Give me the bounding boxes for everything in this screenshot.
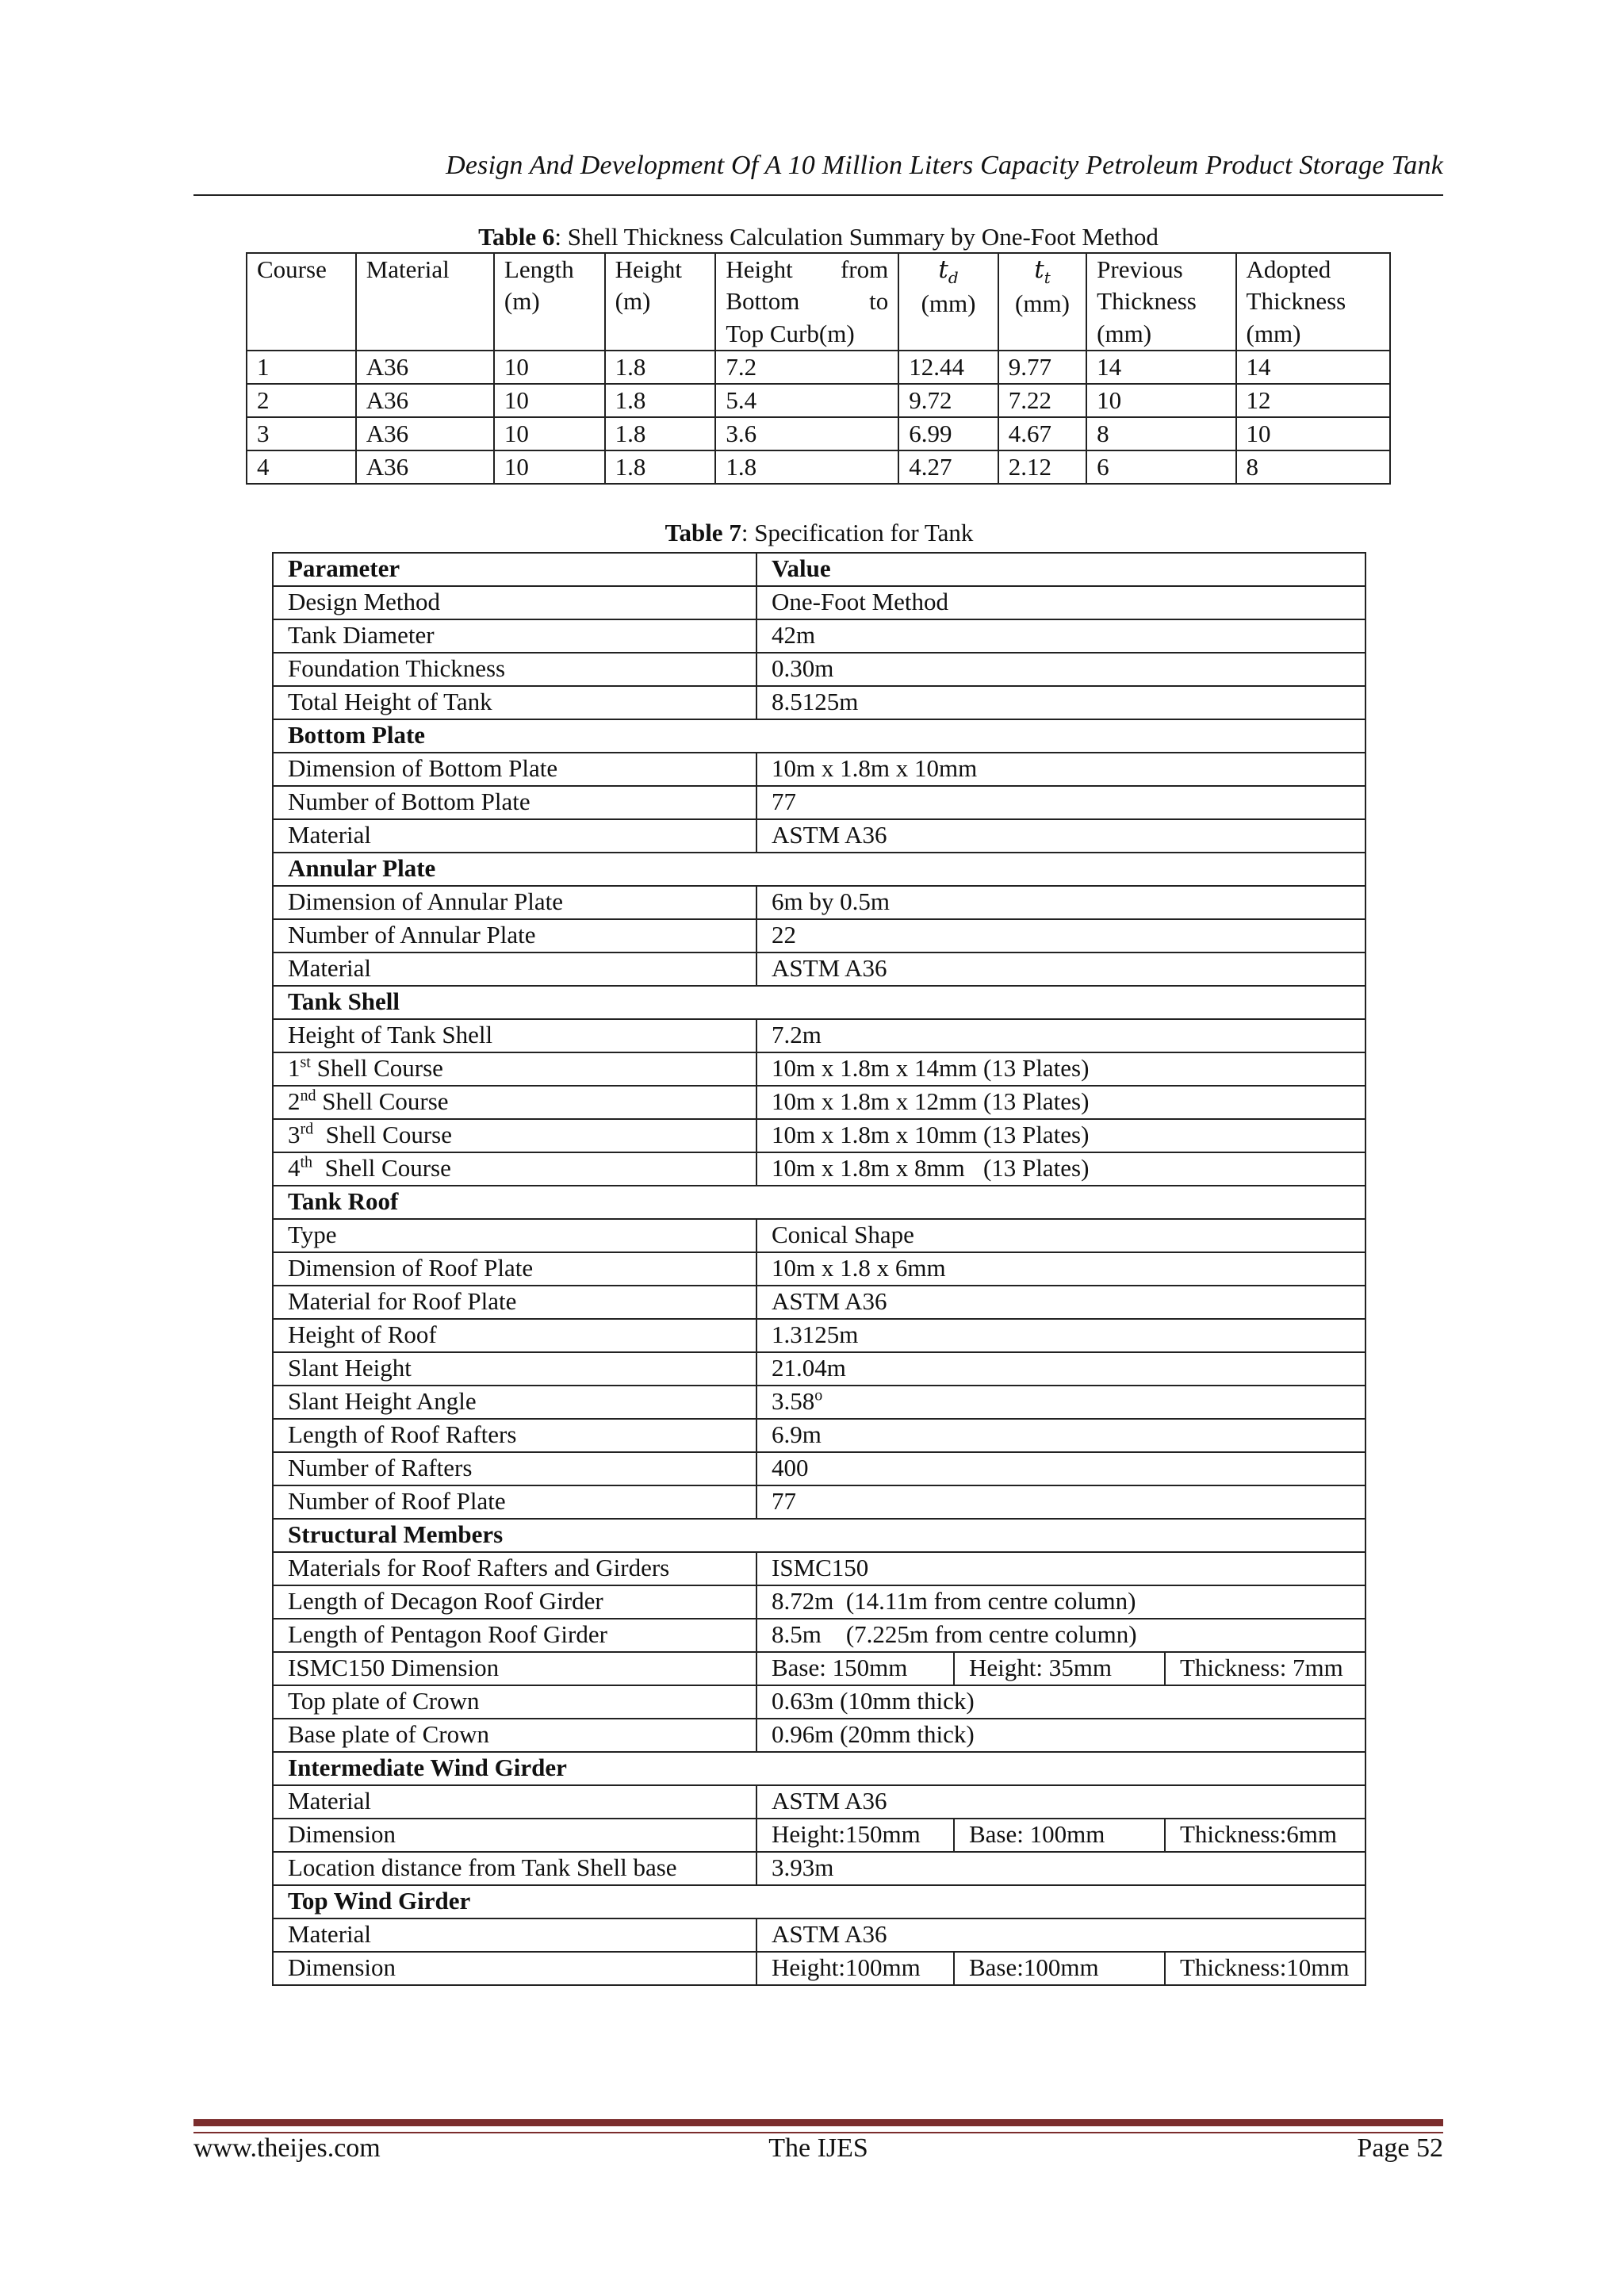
split-value: Height: 35mm — [953, 1653, 1164, 1685]
table7-row — [273, 1785, 1365, 1819]
th-hfb-b: from — [840, 255, 889, 283]
value-cell: 10m x 1.8m x 10mm (13 Plates) — [756, 1119, 1365, 1152]
table7-row — [273, 1252, 1365, 1286]
param-cell — [273, 1119, 756, 1152]
table6 — [246, 252, 1391, 485]
value-cell: 10m x 1.8m x 8mm (13 Plates) — [756, 1152, 1365, 1186]
split-value: Thickness: 7mm — [1164, 1653, 1365, 1685]
th-adopted — [1236, 253, 1390, 351]
table7-row — [273, 1386, 1365, 1419]
section-structural-members: Structural Members — [273, 1519, 1365, 1552]
cell: 10 — [494, 351, 605, 384]
param-cell: Dimension of Bottom Plate — [273, 753, 756, 786]
value-cell: 8.5125m — [756, 686, 1365, 719]
cell: 7.22 — [998, 384, 1086, 417]
table7-row — [273, 1352, 1365, 1386]
table7-row — [273, 686, 1365, 719]
section-top-wind-girder: Top Wind Girder — [273, 1885, 1365, 1918]
value-cell: ASTM A36 — [756, 1918, 1365, 1952]
table7-label: Table 7 — [665, 519, 741, 546]
value-cell: 0.63m (10mm thick) — [756, 1685, 1365, 1719]
cell: 10 — [1086, 384, 1235, 417]
value-cell: 22 — [756, 919, 1365, 953]
section-row — [273, 853, 1365, 886]
cell: 2.12 — [998, 450, 1086, 484]
cell: A36 — [356, 351, 494, 384]
cell: 10 — [494, 384, 605, 417]
param-cell: Material — [273, 819, 756, 853]
section-tank-roof: Tank Roof — [273, 1186, 1365, 1219]
table7-row — [273, 1852, 1365, 1885]
cell: 9.72 — [898, 384, 998, 417]
th-td-t: t — [938, 255, 948, 284]
cell: 8 — [1236, 450, 1390, 484]
section-row — [273, 1186, 1365, 1219]
th-material: Material — [356, 253, 494, 351]
cell: 10 — [494, 417, 605, 450]
th-td-unit: (mm) — [921, 289, 976, 318]
table7-row — [273, 1319, 1365, 1352]
cell: 6.99 — [898, 417, 998, 450]
value-cell: 6.9m — [756, 1419, 1365, 1452]
th-length — [494, 253, 605, 351]
table7-row — [273, 1019, 1365, 1052]
table7-row — [273, 1918, 1365, 1952]
value-cell — [756, 1386, 1365, 1419]
value-cell: ASTM A36 — [756, 819, 1365, 853]
table7-row — [273, 1052, 1365, 1086]
value-cell: 10m x 1.8m x 14mm (13 Plates) — [756, 1052, 1365, 1086]
value-cell: 77 — [756, 786, 1365, 819]
value-cell: ASTM A36 — [756, 1785, 1365, 1819]
param-cell: Location distance from Tank Shell base — [273, 1852, 756, 1885]
table6-row — [247, 417, 1390, 450]
cell: 4.67 — [998, 417, 1086, 450]
cell: 12 — [1236, 384, 1390, 417]
table6-header-row — [247, 253, 1390, 351]
degree-sup: o — [814, 1386, 823, 1405]
param-cell: Dimension — [273, 1952, 756, 1985]
cell: 10 — [494, 450, 605, 484]
table6-label: Table 6 — [478, 223, 555, 251]
table7-row — [273, 1119, 1365, 1152]
value-cell: 1.3125m — [756, 1319, 1365, 1352]
table7-row — [273, 1952, 1365, 1985]
value-cell-split — [756, 1652, 1365, 1685]
cell: 10 — [1236, 417, 1390, 450]
section-row — [273, 719, 1365, 753]
param-cell: Slant Height — [273, 1352, 756, 1386]
value-cell: 10m x 1.8m x 12mm (13 Plates) — [756, 1086, 1365, 1119]
cell: 14 — [1236, 351, 1390, 384]
th-height — [605, 253, 716, 351]
cell: 3 — [247, 417, 356, 450]
cell: 7.2 — [715, 351, 898, 384]
cell: 1.8 — [605, 384, 716, 417]
th-td-symbol — [909, 254, 988, 288]
param-cell: ISMC150 Dimension — [273, 1652, 756, 1685]
cell: A36 — [356, 417, 494, 450]
cell: A36 — [356, 384, 494, 417]
value-cell: 3.93m — [756, 1852, 1365, 1885]
param-cell: Material — [273, 953, 756, 986]
table7-row — [273, 1152, 1365, 1186]
param-cell: Materials for Roof Rafters and Girders — [273, 1552, 756, 1585]
section-row — [273, 1752, 1365, 1785]
split-value: Thickness:6mm — [1164, 1819, 1365, 1851]
section-tank-shell: Tank Shell — [273, 986, 1365, 1019]
th-length-1: Length — [504, 255, 574, 283]
th-adopt-2: Thickness — [1246, 287, 1346, 316]
cell: 12.44 — [898, 351, 998, 384]
param-cell: Slant Height Angle — [273, 1386, 756, 1419]
section-row — [273, 1519, 1365, 1552]
cell: 5.4 — [715, 384, 898, 417]
th-tt — [998, 253, 1086, 351]
param-cell: Design Method — [273, 586, 756, 619]
param-cell: Dimension of Annular Plate — [273, 886, 756, 919]
table7-row — [273, 1585, 1365, 1619]
th-course: Course — [247, 253, 356, 351]
table7-row — [273, 586, 1365, 619]
param-cell: Number of Annular Plate — [273, 919, 756, 953]
param-cell: Dimension of Roof Plate — [273, 1252, 756, 1286]
table7-row — [273, 1819, 1365, 1852]
table7-row — [273, 619, 1365, 653]
cell: 2 — [247, 384, 356, 417]
param-cell: Total Height of Tank — [273, 686, 756, 719]
th-tt-unit: (mm) — [1015, 289, 1070, 318]
value-cell-split — [756, 1952, 1365, 1985]
shell-course-num: 2 — [288, 1087, 301, 1115]
th-prev-1: Previous — [1097, 255, 1183, 283]
value-cell: ASTM A36 — [756, 953, 1365, 986]
shell-course-num: 3 — [288, 1121, 301, 1148]
footer-journal: The IJES — [768, 2133, 868, 2163]
cell: 1.8 — [605, 351, 716, 384]
cell: 9.77 — [998, 351, 1086, 384]
value-cell: 0.96m (20mm thick) — [756, 1719, 1365, 1752]
param-cell: Length of Decagon Roof Girder — [273, 1585, 756, 1619]
th-tt-t: t — [1034, 255, 1044, 284]
param-cell: Material — [273, 1785, 756, 1819]
param-cell: Height of Roof — [273, 1319, 756, 1352]
th-previous — [1086, 253, 1235, 351]
section-annular-plate: Annular Plate — [273, 853, 1365, 886]
table7-row — [273, 653, 1365, 686]
split-value: Thickness:10mm — [1164, 1953, 1365, 1984]
split-value: Height:100mm — [772, 1953, 921, 1981]
th-hfb-line3: Top Curb(m) — [726, 319, 855, 347]
th-height-2: (m) — [615, 287, 651, 316]
value-cell: 7.2m — [756, 1019, 1365, 1052]
table6-row — [247, 351, 1390, 384]
value-cell: 400 — [756, 1452, 1365, 1485]
table7-row — [273, 819, 1365, 853]
param-cell: Dimension — [273, 1819, 756, 1852]
param-cell — [273, 1086, 756, 1119]
table7-row — [273, 1685, 1365, 1719]
th-hfb-a: Height — [726, 255, 793, 283]
th-parameter: Parameter — [273, 553, 756, 586]
split-value: Base: 100mm — [953, 1819, 1164, 1851]
cell: 14 — [1086, 351, 1235, 384]
param-cell: Number of Roof Plate — [273, 1485, 756, 1519]
cell: 1 — [247, 351, 356, 384]
footer-website[interactable]: www.theijes.com — [193, 2133, 381, 2163]
param-cell — [273, 1152, 756, 1186]
table7-row — [273, 1652, 1365, 1685]
section-intermediate-wind-girder: Intermediate Wind Girder — [273, 1752, 1365, 1785]
shell-course-label: Shell Course — [312, 1154, 451, 1182]
split-values — [757, 1819, 1365, 1851]
param-cell: Number of Rafters — [273, 1452, 756, 1485]
param-cell: Type — [273, 1219, 756, 1252]
th-tt-symbol — [1009, 254, 1076, 288]
table7-row — [273, 1485, 1365, 1519]
value-cell: 10m x 1.8 x 6mm — [756, 1252, 1365, 1286]
param-cell: Top plate of Crown — [273, 1685, 756, 1719]
cell: 3.6 — [715, 417, 898, 450]
split-values — [757, 1953, 1365, 1984]
cell: 1.8 — [715, 450, 898, 484]
value-cell: 77 — [756, 1485, 1365, 1519]
th-adopt-1: Adopted — [1246, 255, 1331, 283]
param-cell: Number of Bottom Plate — [273, 786, 756, 819]
shell-course-num: 1 — [288, 1054, 301, 1082]
param-cell: Material — [273, 1918, 756, 1952]
angle-value: 3.58 — [772, 1387, 815, 1415]
cell: 1.8 — [605, 417, 716, 450]
table7-row — [273, 919, 1365, 953]
shell-course-num: 4 — [288, 1154, 301, 1182]
table6-row — [247, 450, 1390, 484]
table6-row — [247, 384, 1390, 417]
table6-caption — [246, 224, 1391, 249]
value-cell: 6m by 0.5m — [756, 886, 1365, 919]
param-cell: Foundation Thickness — [273, 653, 756, 686]
param-cell — [273, 1052, 756, 1086]
th-hfb-line2 — [726, 286, 888, 317]
th-tt-sub: t — [1044, 268, 1051, 288]
split-values — [757, 1653, 1365, 1685]
shell-course-label: Shell Course — [313, 1121, 452, 1148]
table7-row — [273, 1286, 1365, 1319]
table7-row — [273, 886, 1365, 919]
param-cell: Base plate of Crown — [273, 1719, 756, 1752]
th-height-1: Height — [615, 255, 682, 283]
table7-row — [273, 1452, 1365, 1485]
value-cell: 42m — [756, 619, 1365, 653]
shell-course-sup: st — [300, 1053, 311, 1071]
value-cell: Conical Shape — [756, 1219, 1365, 1252]
table7-header-row — [273, 553, 1365, 586]
shell-course-label: Shell Course — [310, 1054, 443, 1082]
table7-row — [273, 953, 1365, 986]
shell-course-sup: rd — [300, 1120, 314, 1138]
table7-row — [273, 1419, 1365, 1452]
th-hfb-line1 — [726, 254, 888, 286]
th-value: Value — [756, 553, 1365, 586]
value-cell-split — [756, 1819, 1365, 1852]
table7-row — [273, 1219, 1365, 1252]
value-cell: 0.30m — [756, 653, 1365, 686]
table6-caption-text: : Shell Thickness Calculation Summary by One-Foot Method — [554, 223, 1159, 251]
value-cell: 8.72m (14.11m from centre column) — [756, 1585, 1365, 1619]
running-header: Design And Development Of A 10 Million Liters Capacity Petroleum Product Storage Tank — [446, 151, 1443, 180]
value-cell: ISMC150 — [756, 1552, 1365, 1585]
shell-course-sup: nd — [300, 1087, 316, 1105]
value-cell: ASTM A36 — [756, 1286, 1365, 1319]
split-value: Height:150mm — [772, 1820, 921, 1848]
footer-rule-thick — [193, 2119, 1443, 2126]
th-height-from-bottom — [715, 253, 898, 351]
value-cell: 8.5m (7.225m from centre column) — [756, 1619, 1365, 1652]
th-td — [898, 253, 998, 351]
footer-page-number: Page 52 — [1357, 2133, 1443, 2163]
table7-row — [273, 753, 1365, 786]
th-hfb-d: to — [869, 287, 889, 316]
th-hfb-c: Bottom — [726, 287, 800, 316]
value-cell: 10m x 1.8m x 10mm — [756, 753, 1365, 786]
section-bottom-plate: Bottom Plate — [273, 719, 1365, 753]
split-value: Base:100mm — [953, 1953, 1164, 1984]
table7-row — [273, 1552, 1365, 1585]
param-cell: Height of Tank Shell — [273, 1019, 756, 1052]
table7-row — [273, 1086, 1365, 1119]
th-adopt-3: (mm) — [1246, 319, 1301, 347]
table7-caption-text: : Specification for Tank — [741, 519, 974, 546]
section-row — [273, 1885, 1365, 1918]
th-length-2: (m) — [504, 287, 540, 316]
shell-course-label: Shell Course — [316, 1087, 449, 1115]
cell: 6 — [1086, 450, 1235, 484]
cell: 1.8 — [605, 450, 716, 484]
value-cell: 21.04m — [756, 1352, 1365, 1386]
table7-row — [273, 1719, 1365, 1752]
table7-row — [273, 1619, 1365, 1652]
cell: 4 — [247, 450, 356, 484]
th-td-sub: d — [948, 268, 959, 288]
split-value: Base: 150mm — [772, 1654, 908, 1681]
shell-course-sup: th — [300, 1153, 313, 1171]
header-rule — [193, 194, 1443, 196]
th-prev-2: Thickness — [1097, 287, 1197, 316]
param-cell: Tank Diameter — [273, 619, 756, 653]
table7-row — [273, 786, 1365, 819]
param-cell: Length of Pentagon Roof Girder — [273, 1619, 756, 1652]
table7 — [272, 552, 1366, 1986]
cell: 8 — [1086, 417, 1235, 450]
value-cell: One-Foot Method — [756, 586, 1365, 619]
cell: 4.27 — [898, 450, 998, 484]
cell: A36 — [356, 450, 494, 484]
param-cell: Material for Roof Plate — [273, 1286, 756, 1319]
th-prev-3: (mm) — [1097, 319, 1152, 347]
param-cell: Length of Roof Rafters — [273, 1419, 756, 1452]
section-row — [273, 986, 1365, 1019]
table7-caption — [272, 520, 1366, 545]
